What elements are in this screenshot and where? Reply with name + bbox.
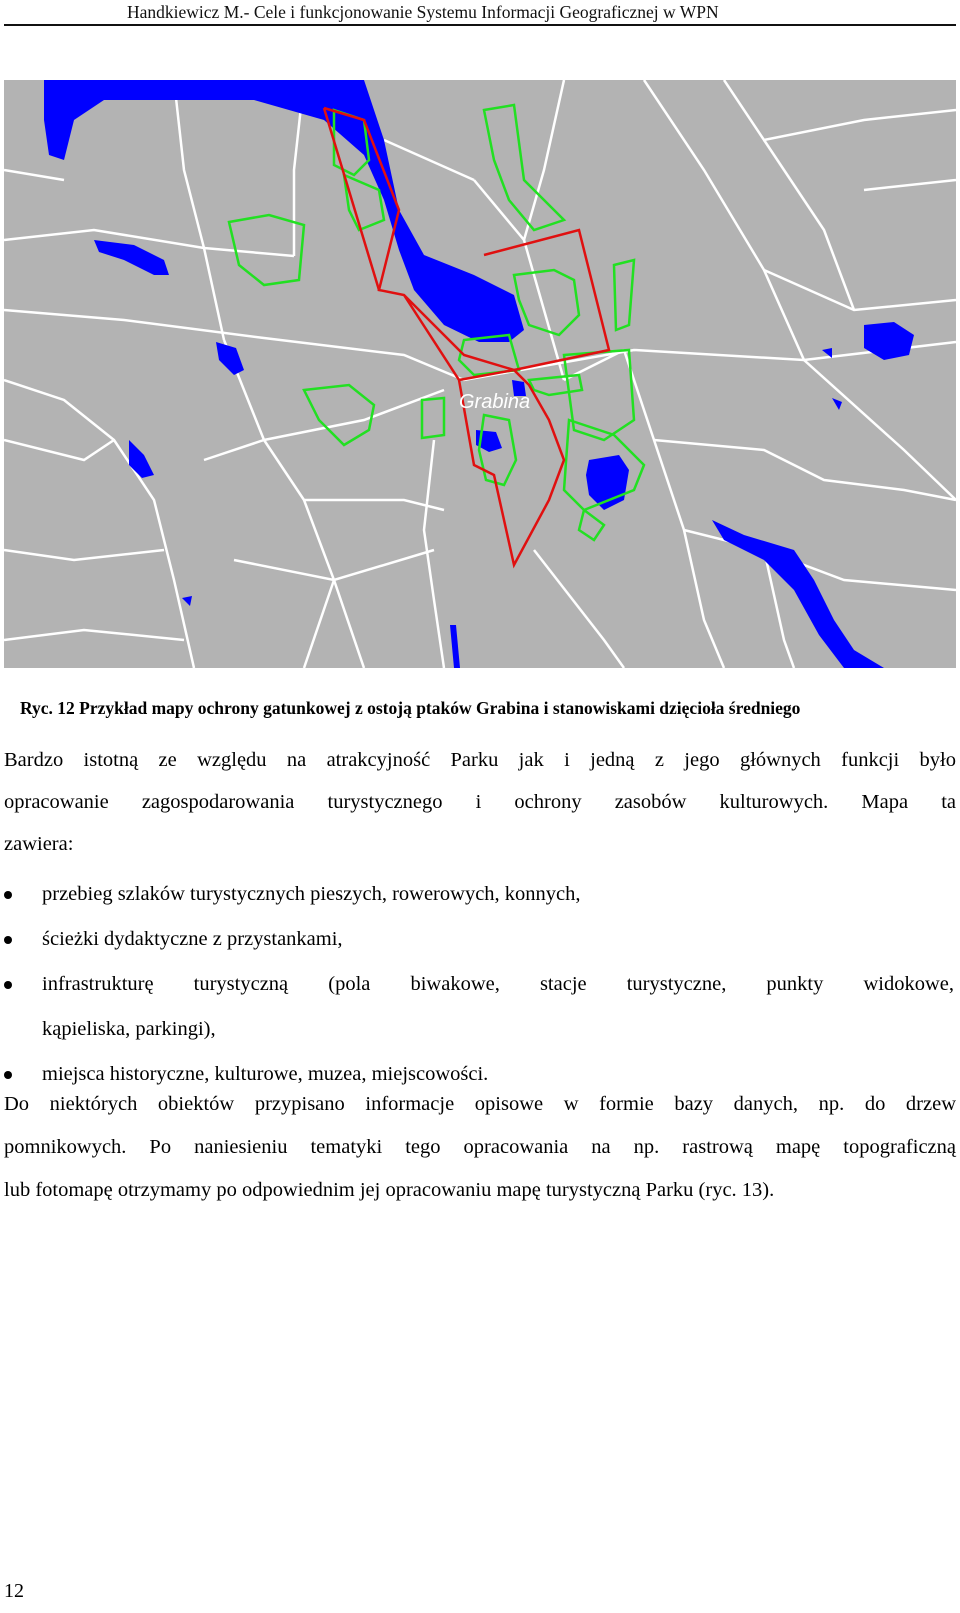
bullet-dot [4, 1071, 12, 1079]
paragraph-2-line: Do niektórych obiektów przypisano informacje opisowe w formie bazy danych, np. do drzew [4, 1093, 956, 1115]
figure-caption: Ryc. 12 Przykład mapy ochrony gatunkowej z ostoją ptaków Grabina i stanowiskami dzięcioła średniego [20, 698, 801, 718]
paragraph-1-line: zawiera: [4, 833, 74, 855]
list-item [0, 962, 954, 1007]
bullet-dot [4, 936, 12, 944]
header-rule [4, 24, 956, 26]
page-number: 12 [4, 1580, 24, 1602]
paragraph-2-line: pomnikowych. Po naniesieniu tematyki tego opracowania na np. rastrową mapę topograficzną [4, 1136, 956, 1158]
list-item-text: kąpieliska, parkingi), [42, 1018, 216, 1040]
paragraph-1-line: opracowanie zagospodarowania turystycznego i ochrony zasobów kulturowych. Mapa ta [4, 791, 956, 813]
map-svg [4, 80, 956, 668]
paragraph-2 [4, 1083, 956, 1212]
list-item-text: infrastrukturę turystyczną (pola biwakowe, stacje turystyczne, punkty widokowe, [42, 973, 954, 995]
list-item-continuation [0, 1007, 954, 1052]
list-item-text: ścieżki dydaktyczne z przystankami, [42, 928, 343, 950]
list-item [0, 917, 954, 962]
bullet-dot [4, 981, 12, 989]
protection-map-figure [4, 80, 956, 668]
paragraph-1-line: Bardzo istotną ze względu na atrakcyjność Parku jak i jedną z jego głównych funkcji było [4, 749, 956, 771]
list-item [0, 872, 954, 917]
list-item-text: miejsca historyczne, kulturowe, muzea, miejscowości. [42, 1063, 489, 1085]
paragraph-1 [4, 739, 956, 865]
paragraph-2-line: lub fotomapę otrzymamy po odpowiednim jej opracowaniu mapę turystyczną Parku (ryc. 13). [4, 1179, 775, 1201]
bullet-list [0, 872, 960, 1097]
map-place-label: Grabina [459, 391, 531, 413]
bullet-dot [4, 891, 12, 899]
list-item-text: przebieg szlaków turystycznych pieszych, rowerowych, konnych, [42, 883, 581, 905]
running-title: Handkiewicz M.- Cele i funkcjonowanie Systemu Informacji Geograficznej w WPN [127, 2, 719, 22]
running-header [0, 0, 960, 28]
